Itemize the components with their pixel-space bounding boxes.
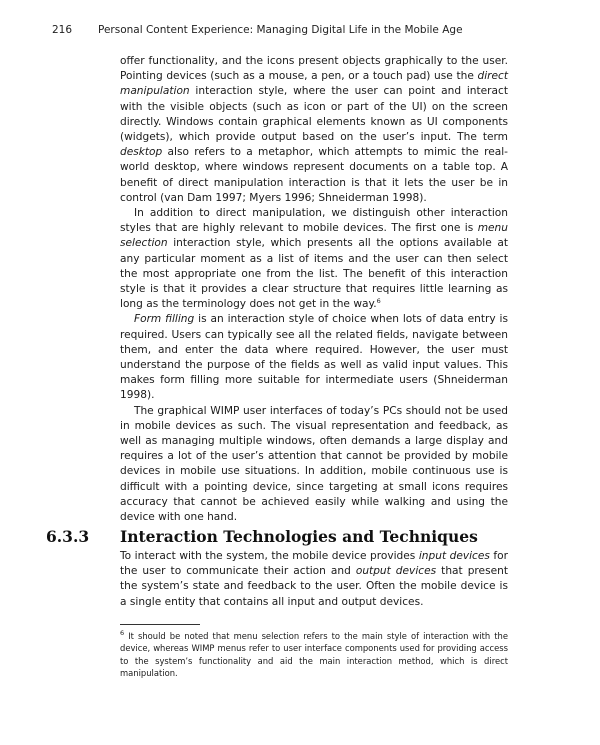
term-form-filling: Form filling [134, 313, 195, 326]
footnote [120, 630, 508, 679]
footnote-text: It should be noted that menu selection refers to the main style of interaction with the device, whereas WIMP menus refer to user interface components used for providing access to the system’s functionality and aid the main interaction method, which is direct manipulation. [120, 631, 508, 678]
paragraph-menu-selection: In addition to direct manipulation, we distinguish other interaction styles that are highly relevant to mobile devices. The first one is menu selection interaction style, which presents all the options available at any particular moment as a list of items and the user can then select the most appropriate one from the list. The benefit of this interaction style is that it provides a clear structure that requires little learning as long as the terminology does not get in the way.$^6$ [120, 207, 508, 311]
body-text-top [120, 54, 508, 525]
footnote-reference: 6 [376, 297, 381, 306]
running-title: Personal Content Experience: Managing Digital Life in the Mobile Age [98, 24, 463, 36]
running-header [52, 24, 560, 36]
paragraph-direct-manipulation: offer functionality, and the icons present objects graphically to the user. Pointing devices (such as a mouse, a pen, or a touch pad) use the direct manipulation interaction style, where the user can point and interact with the visible objects (such as icon or part of the UI) on the screen directly. Windows contain graphical elements known as UI components (widgets), which provide output based on the user’s input. The term desktop also refers to a metaphor, which attempts to mimic the real-world desktop, where windows represent documents on a table top. A benefit of direct manipulation interaction is that it lets the user be in control (van Dam 1997; Myers 1996; Shneiderman 1998). [120, 55, 508, 204]
page-number: 216 [52, 24, 73, 36]
term-direct-manipulation: direct manipulation [120, 70, 508, 98]
body-text-section [120, 549, 508, 610]
paragraph-form-filling: Form filling is an interaction style of choice when lots of data entry is required. Users can typically see all the related fields, navigate between them, and enter the data where required. However, the user must understand the purpose of the fields as well as valid input values. This makes form filling more suitable for intermediate users (Shneiderman 1998). [120, 313, 508, 402]
section-number: 6.3.3 [46, 527, 90, 546]
paragraph-wimp: The graphical WIMP user interfaces of today’s PCs should not be used in mobile devices as such. The visual representation and feedback, as well as managing multiple windows, often demands a large display and requires a lot of the user’s attention that cannot be provided by mobile devices in mobile use situations. In addition, mobile continuous use is difficult with a pointing device, since targeting at small icons requires accuracy that cannot be achieved easily while walking and using the device with one hand. [120, 404, 508, 524]
term-output-devices: output devices [355, 565, 437, 578]
term-desktop: desktop [120, 146, 163, 159]
section-heading [46, 527, 516, 546]
term-menu-selection: menu selection [120, 222, 508, 250]
paragraph-input-output-devices: To interact with the system, the mobile device provides input devices for the user to communicate their action and output devices that present the system’s state and feedback to the user. Often the mobile device is a single entity that contains all input and output devices. [120, 550, 508, 608]
footnote-divider [120, 624, 200, 625]
section-title: Interaction Technologies and Techniques [120, 527, 478, 546]
footnote-marker: 6 [120, 629, 125, 637]
term-input-devices: input devices [418, 550, 490, 562]
